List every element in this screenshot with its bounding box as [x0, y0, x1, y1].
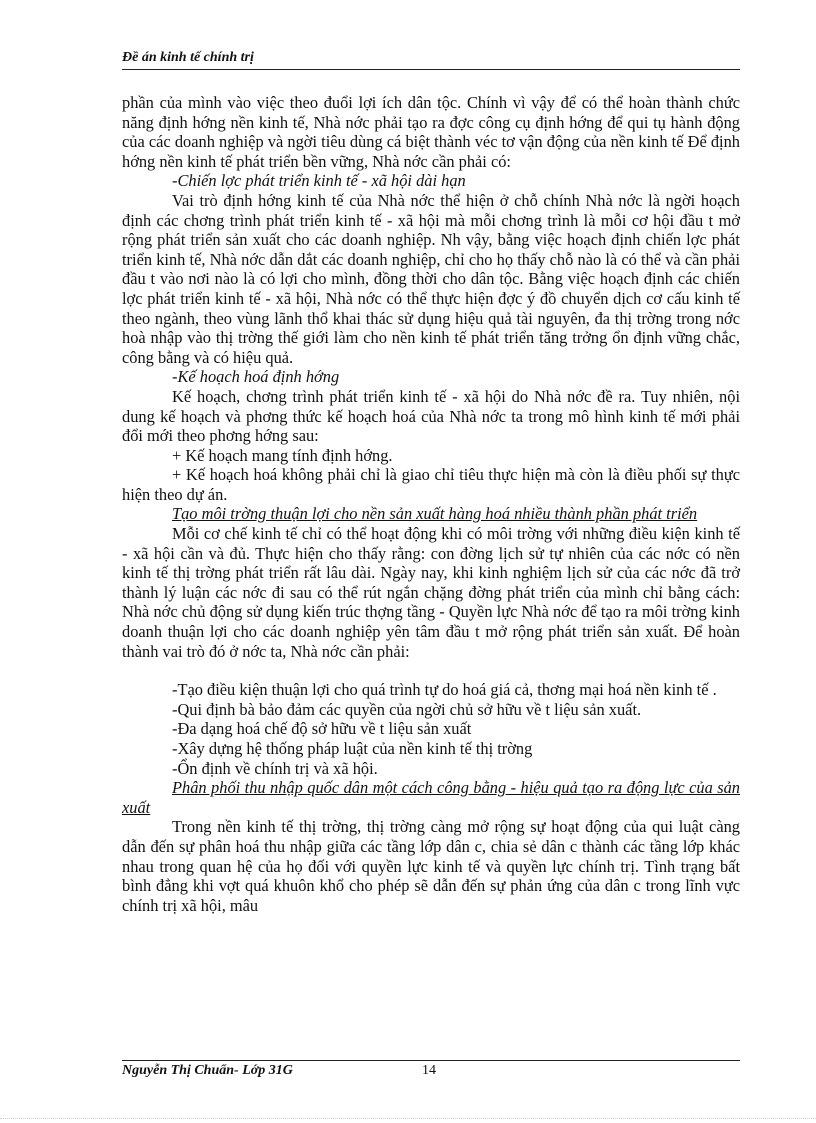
paragraph: Mỗi cơ chế kinh tế chỉ có thể hoạt động khi có môi trờng với những điều kiện kinh tế - xã hội cần và đủ. Thực hiện cho thấy rằng: con đờng lịch sử tự nhiên của các nớc có nền kinh tế thị trờng phát triển rất lâu dài. Ngày nay, khi kinh nghiệm lịch sử của các nớc đã trở thành lý luận các nớc đi sau có thể rút ngắn chặng đờng phát triển của mình chỉ bằng cách: Nhà nớc chủ động sử dụng kiến trúc thợng tầng - Quyền lực Nhà nớc để tạo ra môi trờng kinh doanh thuận lợi cho các doanh nghiệp yên tâm đầu t mở rộng phát triển sản xuất. Để hoàn thành vai trò đó ở nớc ta, Nhà nớc cần phải: [122, 524, 740, 661]
footer-author: Nguyễn Thị Chuẩn- Lớp 31G [122, 1063, 293, 1078]
section-heading: Tạo môi trờng thuận lợi cho nền sản xuất hàng hoá nhiều thành phần phát triển [172, 504, 698, 524]
page-number: 14 [422, 1063, 436, 1078]
section-heading: -Chiến lợc phát triển kinh tế - xã hội dài hạn [172, 171, 466, 191]
list-item: -Ổn định về chính trị và xã hội. [172, 758, 378, 778]
paragraph: Kế hoạch, chơng trình phát triển kinh tế - xã hội do Nhà nớc đề ra. Tuy nhiên, nội dung kế hoạch và phơng thức kế hoạch hoá của Nhà nớc ta trong mô hình kinh tế mới phải đổi mới theo phơng hớng sau: [122, 386, 740, 446]
section-heading: -Kế hoạch hoá định hớng [172, 367, 340, 387]
footer-divider [122, 1060, 740, 1061]
list-item: + Kế hoạch mang tính định hớng. [172, 445, 393, 465]
page-header: Đề án kinh tế chính trị [122, 50, 740, 70]
paragraph: phần của mình vào việc theo đuổi lợi ích dân tộc. Chính vì vậy để có thể hoàn thành chức năng định hớng nền kinh tế, Nhà nớc phải tạo ra đợc công cụ định hớng để qui tụ hành động của các doanh nghiệp và ngời tiêu dùng cá biệt thành véc tơ vận động của nền kinh tế Để định hớng nền kinh tế phát triển bền vững, Nhà nớc cần phải có: [122, 93, 740, 171]
list-item: -Qui định bà bảo đảm các quyền của ngời chủ sở hữu về t liệu sản xuất. [172, 699, 642, 719]
page-bottom-border [0, 1118, 816, 1119]
list-item: -Đa dạng hoá chế độ sở hữu về t liệu sản xuất [172, 719, 472, 739]
section-heading: Phân phối thu nhập quốc dân một cách công bằng - hiệu quả tạo ra động lực của sản xuất [122, 778, 740, 817]
list-item: + Kế hoạch hoá không phải chỉ là giao chỉ tiêu thực hiện mà còn là điều phối sự thực hiện theo dự án. [122, 465, 740, 504]
paragraph: Trong nền kinh tế thị trờng, thị trờng càng mở rộng sự hoạt động của qui luật càng dẫn đến sự phân hoá thu nhập giữa các tầng lớp dân c, chia sẻ dân c thành các tầng lớp khác nhau trong quan hệ của họ đối với quyền lực kinh tế và quyền lực chính trị. Tình trạng bất bình đẳng khi vợt quá khuôn khổ cho phép sẽ dẫn đến sự phản ứng của dân c trong lĩnh vực chính trị xã hội, mâu [122, 817, 740, 915]
list-item: -Xây dựng hệ thống pháp luật của nền kinh tế thị trờng [172, 739, 533, 758]
document-body [122, 93, 740, 915]
list-item: -Tạo điều kiện thuận lợi cho quá trình tự do hoá giá cả, thơng mại hoá nền kinh tế . [172, 680, 717, 700]
paragraph: Vai trò định hớng kinh tế của Nhà nớc thể hiện ở chỗ chính Nhà nớc là ngời hoạch định các chơng trình phát triển kinh tế - xã hội mà mỗi chơng trình là mỗi cơ hội đầu t mở rộng phát triển sản xuất cho các doanh nghiệp. Nh vậy, bằng việc hoạch định chiến lợc phát triển kinh tế, Nhà nớc dẫn dắt các doanh nghiệp, chỉ cho họ thấy chỗ nào là có thể và cần phải đầu t vào nơi nào là có lợi cho mình, đồng thời cho dân tộc. Bằng việc hoạch định các chiến lợc phát triển kinh tế - xã hội, Nhà nớc có thể thực hiện đợc ý đồ chuyển dịch cơ cấu kinh tế theo ngành, theo vùng lãnh thổ khai thác sử dụng hiệu quả tài nguyên, đa thị trờng trong nớc hoà nhập vào thị trờng thế giới làm cho nền kinh tế phát triển tăng trởng ổn định vững chắc, công bằng và có hiệu quả. [122, 190, 740, 367]
